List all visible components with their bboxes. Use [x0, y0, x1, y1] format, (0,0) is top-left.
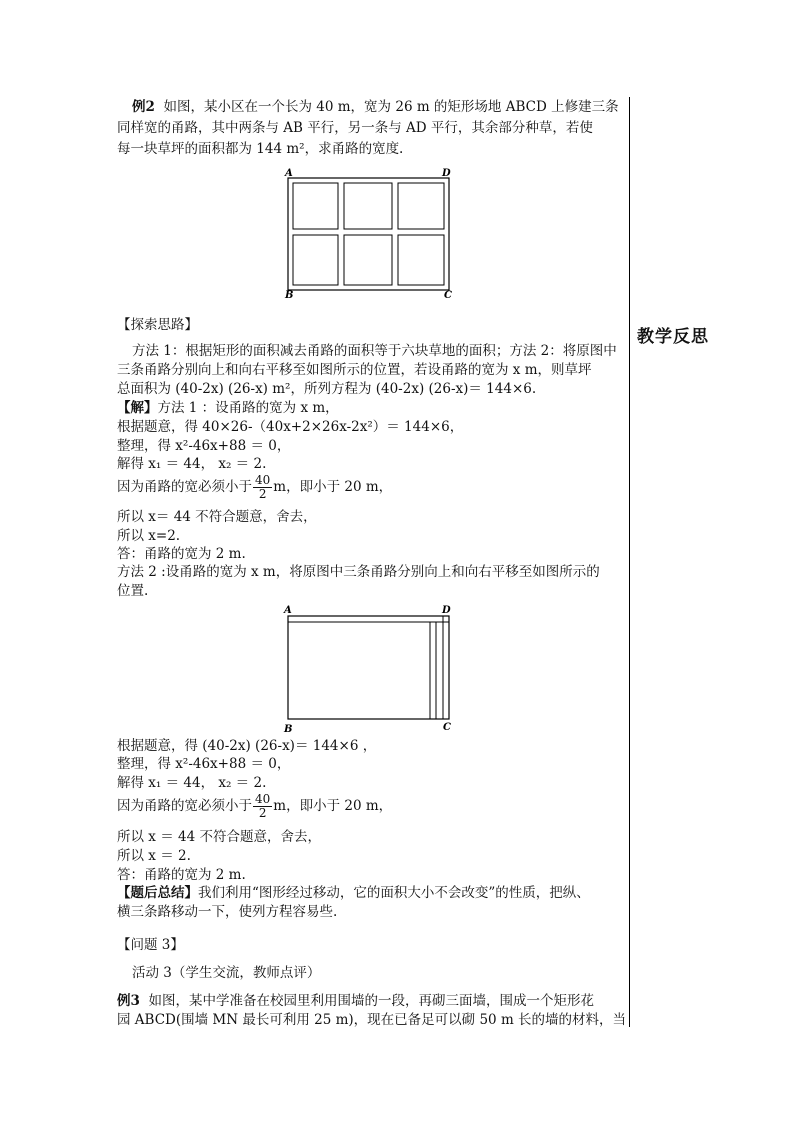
fig2-label-c: C — [443, 722, 451, 733]
solution-heading: 【解】 — [117, 400, 158, 416]
sol2-line-2: 位置. — [117, 583, 149, 599]
sol2-line-1: 方法 2 :设甬路的宽为 x m，将原图中三条甬路分别向上和向右平移至如图所示的 — [117, 564, 600, 580]
question-3-heading: 【问题 3】 — [117, 937, 184, 953]
sol2-line-3: 根据题意，得 (40-2x) (26-x)＝ 144×6 ， — [117, 738, 377, 754]
fig1-label-d: D — [442, 168, 451, 179]
sol1-line-6: 所以 x=2. — [117, 528, 181, 544]
side-title-reflection: 教学反思 — [637, 327, 709, 347]
sol1-line-1: 根据题意，得 40×26-（40x+2×26x-2x²）＝ 144×6， — [117, 419, 464, 435]
ex2-label: 例2 — [132, 99, 155, 115]
sol1-line-2: 整理，得 x²-46x+88 ＝ 0， — [117, 438, 291, 454]
fig2-label-b: B — [284, 724, 293, 734]
solution-line-0: 【解】方法 1 ：设甬路的宽为 x m， — [117, 400, 339, 416]
sol2-line-5: 解得 x₁ ＝ 44， x₂ ＝ 2. — [117, 775, 267, 791]
fig2-label-d: D — [442, 605, 451, 616]
sol1-line-4: 因为甬路的宽必须小于 $\frac{40}{2}$ m，即小于 20 m， — [117, 473, 393, 501]
sol2-line-9: 答：甬路的宽为 2 m. — [117, 867, 246, 883]
fig1-label-c: C — [444, 290, 452, 301]
ex2-line-1: 例2 如图，某小区在一个长为 40 m，宽为 26 m 的矩形场地 ABCD 上修建三条 — [132, 99, 619, 115]
fraction-40-over-2: $\frac{40}{2}$ — [255, 473, 271, 501]
sol2-line-8: 所以 x ＝ 2. — [117, 848, 191, 864]
sol1-line-3: 解得 x₁ ＝ 44， x₂ ＝ 2. — [117, 456, 267, 472]
sol1-line-7: 答：甬路的宽为 2 m. — [117, 546, 246, 562]
ex3-line-2: 园 ABCD(围墙 MN 最长可利用 25 m)，现在已备足可以砌 50 m 长的墙的材料，当 — [117, 1012, 627, 1028]
ex2-line-3: 每一块草坪的面积都为 144 m²，求甬路的宽度. — [117, 141, 404, 157]
figure-rect-shifted-paths — [280, 602, 460, 734]
sol2-line-4: 整理，得 x²-46x+88 ＝ 0， — [117, 756, 291, 772]
fig1-label-b: B — [285, 290, 294, 301]
summary-heading: 【题后总结】 — [117, 885, 198, 901]
explore-line-2: 三条甬路分别向上和向右平移至如图所示的位置，若设甬路的宽为 x m，则草坪 — [117, 362, 592, 378]
explore-line-1: 方法 1：根据矩形的面积减去甬路的面积等于六块草地的面积；方法 2：将原图中 — [132, 343, 617, 359]
fig2-label-a: A — [284, 605, 292, 616]
explore-line-3: 总面积为 (40-2x) (26-x) m²，所列方程为 (40-2x) (26-x)＝ 144×6. — [117, 381, 537, 397]
ex3-label: 例3 — [117, 993, 140, 1009]
summary-line-1: 【题后总结】我们利用“图形经过移动，它的面积大小不会改变”的性质，把纵、 — [117, 885, 590, 901]
activity-3: 活动 3（学生交流，教师点评） — [132, 965, 321, 981]
ex3-line-1: 例3 如图，某中学准备在校园里利用围墙的一段，再砌三面墙，围成一个矩形花 — [117, 993, 594, 1009]
fraction-40-over-2: $\frac{40}{2}$ — [255, 792, 271, 820]
figure-rect-with-paths — [280, 166, 460, 302]
explore-heading: 【探索思路】 — [117, 317, 198, 333]
sol2-line-6: 因为甬路的宽必须小于 $\frac{40}{2}$ m，即小于 20 m， — [117, 792, 393, 820]
sol1-line-5: 所以 x＝ 44 不符合题意，舍去， — [117, 509, 317, 525]
sol2-line-7: 所以 x ＝ 44 不符合题意，舍去， — [117, 829, 321, 845]
summary-line-2: 横三条路移动一下，使列方程容易些. — [117, 904, 338, 920]
ex2-line-2: 同样宽的甬路，其中两条与 AB 平行，另一条与 AD 平行，其余部分种草，若使 — [117, 120, 593, 136]
margin-divider — [629, 97, 630, 1027]
fig1-label-a: A — [285, 168, 293, 179]
